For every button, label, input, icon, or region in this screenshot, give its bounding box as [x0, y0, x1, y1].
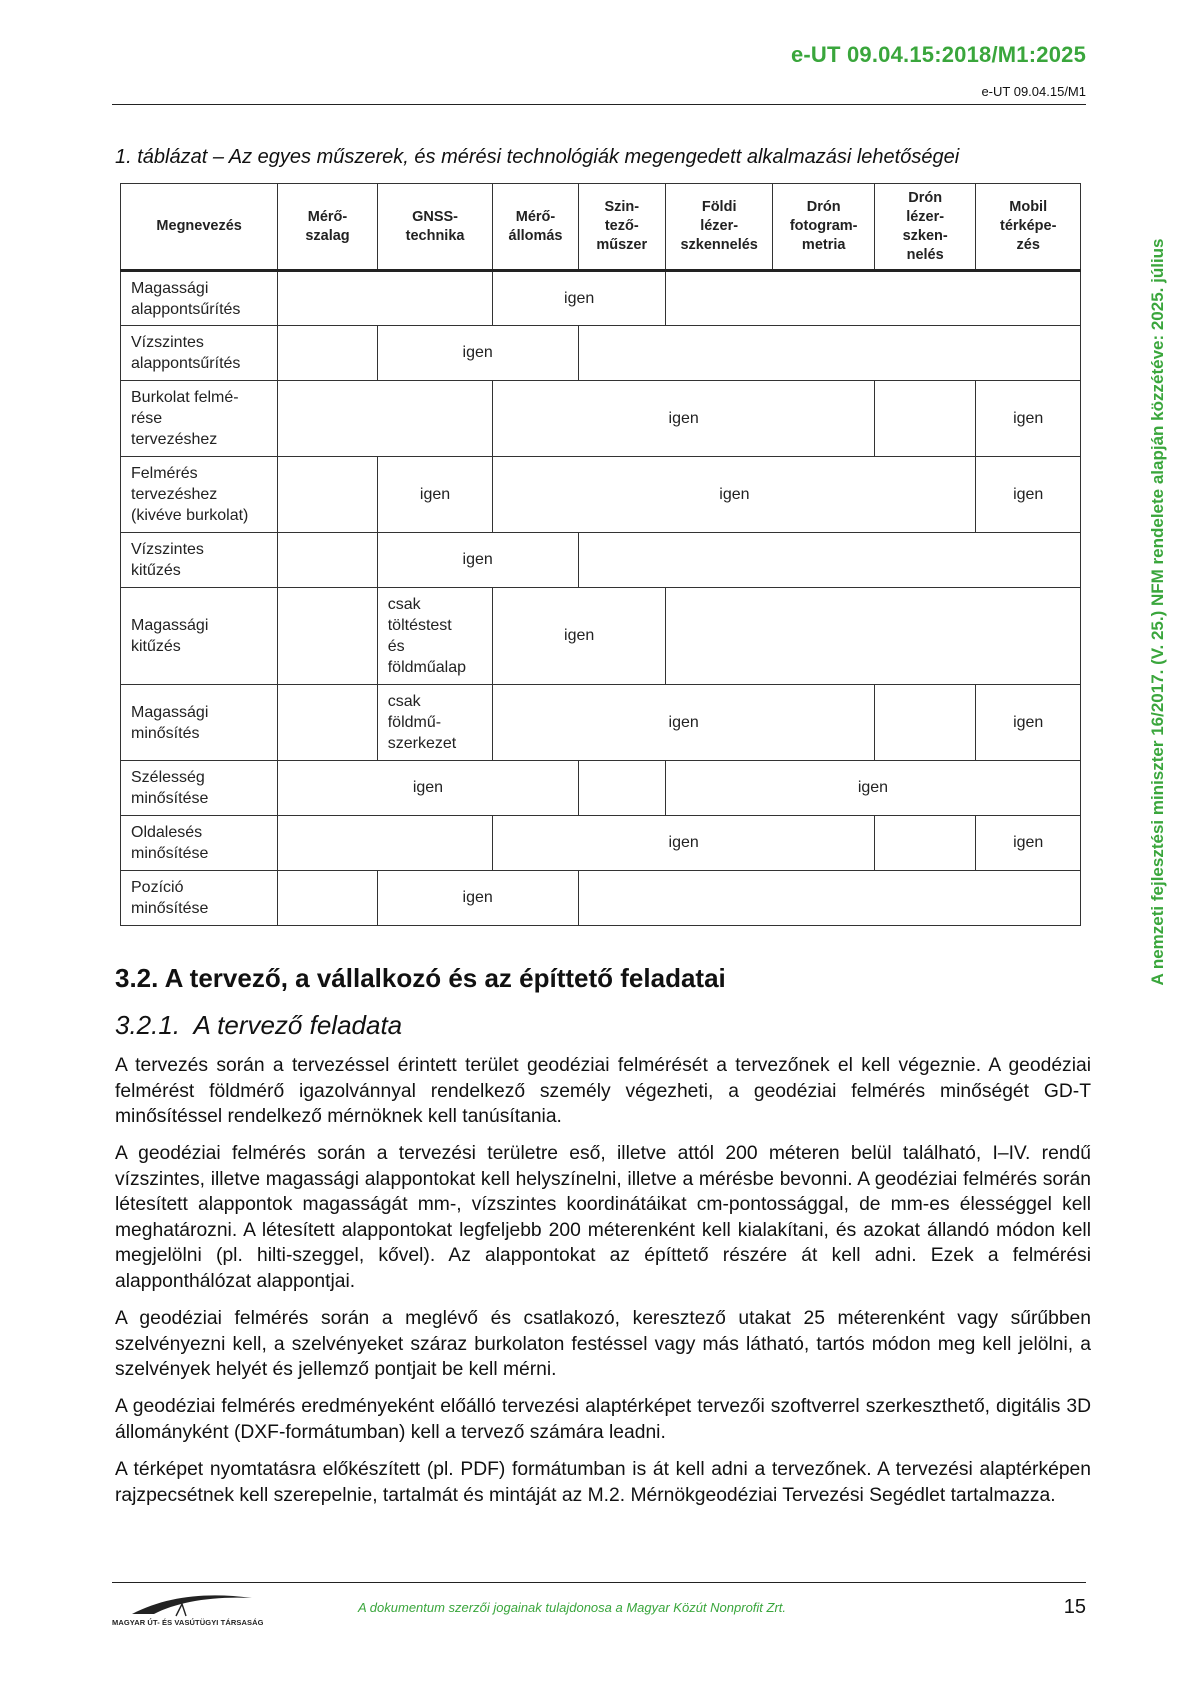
document-subcode: e-UT 09.04.15/M1: [981, 84, 1086, 99]
table-row: [121, 871, 1081, 926]
col-header-drone-laser: Drón lézer- szken- nelés: [874, 184, 975, 271]
col-header-level: Szin- tező- műszer: [578, 184, 665, 271]
col-header-drone-photo: Drón fotogram- metria: [773, 184, 874, 271]
instrument-table: [120, 183, 1081, 926]
col-header-total-station: Mérő- állomás: [493, 184, 578, 271]
header-rule: [112, 104, 1086, 105]
table-row: [121, 271, 1081, 326]
subsection-heading: 3.2.1. A tervező feladata: [115, 1010, 403, 1040]
society-logo: [112, 1590, 262, 1630]
table-row: [121, 588, 1081, 685]
paragraph: A tervezés során a tervezéssel érintett terület geodéziai felmérését a tervezőnek el kell végeznie. A geodéziai felmérést földmérő igazolvánnyal rendelkező személy végezheti, a geodéziai felmérés minőségét GD-T minősítéssel rendelkező mérnöknek kell tanúsítania.: [115, 1055, 1091, 1127]
table-row: [121, 761, 1081, 816]
publication-note: A nemzeti fejlesztési miniszter 16/2017. (V. 25.) NFM rendelete alapján közzétéve: 2025. július: [1148, 238, 1167, 986]
cell-yes: igen: [377, 326, 578, 381]
row-label: Magassági alappontsűrítés: [121, 271, 278, 326]
row-label: Vízszintes kitűzés: [121, 533, 278, 588]
cell-yes: igen: [976, 685, 1081, 761]
cell-yes: igen: [493, 381, 875, 457]
cell-yes: igen: [278, 761, 578, 816]
copyright-note: A dokumentum szerzői jogainak tulajdonosa a Magyar Közút Nonprofit Zrt.: [358, 1600, 787, 1615]
row-label: Pozíció minősítése: [121, 871, 278, 926]
table-row: [121, 326, 1081, 381]
table-row: [121, 533, 1081, 588]
cell-yes: igen: [976, 381, 1081, 457]
cell-yes: igen: [377, 871, 578, 926]
table-row: [121, 381, 1081, 457]
swoosh-icon: [112, 1590, 262, 1620]
table-row: [121, 685, 1081, 761]
paragraph: A geodéziai felmérés eredményeként előálló tervezési alaptérképet tervezői szoftverrel szerkeszthető, digitális 3D állományként (DXF-formátumban) kell a tervező számára leadni.: [115, 1396, 1091, 1443]
col-header-gnss: GNSS- technika: [377, 184, 493, 271]
row-label: Szélesség minősítése: [121, 761, 278, 816]
table-header-row: [121, 184, 1081, 271]
col-header-mobile-mapping: Mobil térképe- zés: [976, 184, 1081, 271]
row-label: Oldalesés minősítése: [121, 816, 278, 871]
row-label: Felmérés tervezéshez (kivéve burkolat): [121, 457, 278, 533]
footer-rule: [112, 1582, 1086, 1583]
cell-yes: igen: [493, 588, 666, 685]
cell-yes: igen: [665, 761, 1080, 816]
row-label: Magassági kitűzés: [121, 588, 278, 685]
table-caption: 1. táblázat – Az egyes műszerek, és mérési technológiák megengedett alkalmazási lehetőségei: [115, 146, 960, 168]
table-row: [121, 457, 1081, 533]
cell-yes: igen: [493, 271, 666, 326]
document-code: e-UT 09.04.15:2018/M1:2025: [790, 42, 1086, 67]
page-number: 15: [1063, 1596, 1086, 1618]
cell-yes: igen: [377, 457, 493, 533]
col-header-terrestrial-laser: Földi lézer- szkennelés: [665, 184, 773, 271]
row-label: Vízszintes alappontsűrítés: [121, 326, 278, 381]
section-heading: 3.2. A tervező, a vállalkozó és az építtető feladatai: [115, 963, 726, 993]
cell-yes: igen: [493, 457, 976, 533]
table-row: [121, 816, 1081, 871]
paragraph: A geodéziai felmérés során a tervezési területre eső, illetve attól 200 méteren belül található, I–IV. rendű vízszintes, illetve magassági alappontokat kell helyszínelni, illetve a mérésbe bevonni. A geodéziai felmérés során létesített alappontok magasságát mm-, vízszintes koordinátáikat cm-pontossággal, de mm-es élességgel kell meghatározni. A létesített alappontokat legfeljebb 200 méterenként kell kialakítani, és azokat állandó módon kell megjelölni (pl. hilti-szeggel, kővel). Az alappontokat az építtető részére át kell adni. Ezek a felmérési alapponthálózat alappontjai.: [115, 1143, 1091, 1292]
cell-yes: igen: [493, 816, 875, 871]
cell-yes: igen: [377, 533, 578, 588]
paragraph: A geodéziai felmérés során a meglévő és csatlakozó, keresztező utakat 25 méterenként vagy sűrűbben szelvényezni kell, a szelvényeket száraz burkolaton festéssel vagy más látható, tartós módon meg kell jelölni, a szelvények helyét és jellemző pontjait be kell mérni.: [115, 1308, 1091, 1380]
col-header-name: Megnevezés: [121, 184, 278, 271]
row-label: Burkolat felmé- rése tervezéshez: [121, 381, 278, 457]
cell-note: csak töltéstest és földműalap: [377, 588, 493, 685]
col-header-tape: Mérő- szalag: [278, 184, 377, 271]
logo-text: MAGYAR ÚT- ÉS VASÚTÜGYI TÁRSASÁG: [112, 1618, 264, 1627]
cell-yes: igen: [976, 457, 1081, 533]
cell-note: csak földmű- szerkezet: [377, 685, 493, 761]
row-label: Magassági minősítés: [121, 685, 278, 761]
cell-yes: igen: [493, 685, 875, 761]
paragraph: A térképet nyomtatásra előkészített (pl. PDF) formátumban is át kell adni a tervezőnek. A tervezési alaptérképen rajzpecsétnek kell szerepelnie, tartalmát és mintáját az M.2. Mérnökgeodéziai Tervezési Segédlet tartalmazza.: [115, 1459, 1091, 1506]
cell-yes: igen: [976, 816, 1081, 871]
